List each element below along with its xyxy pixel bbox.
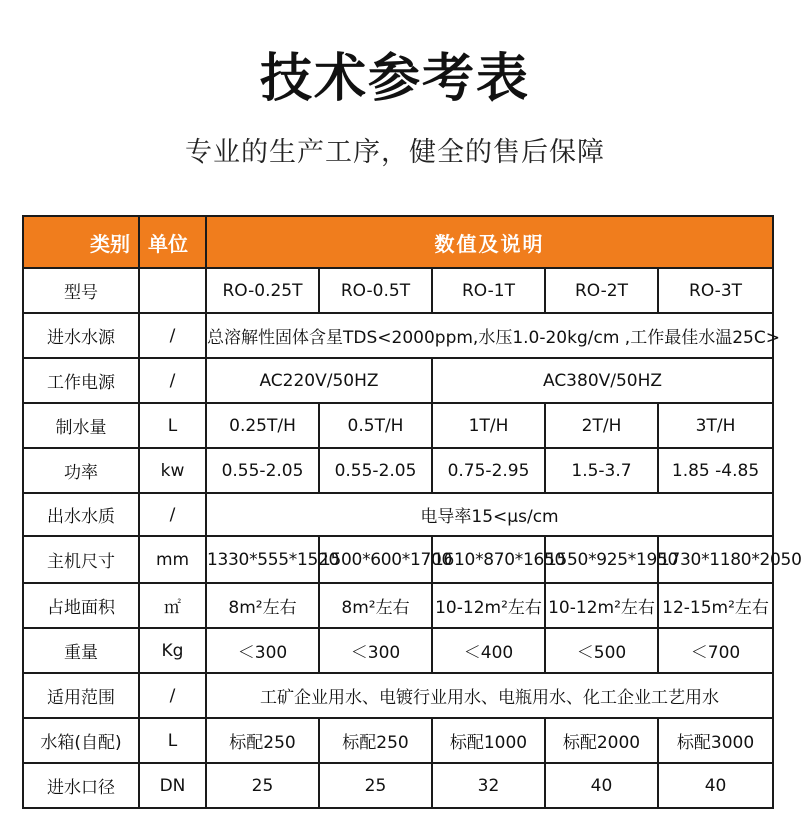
table-cell: 标配3000 [658,718,773,763]
table-cell: 2T/H [545,403,658,448]
table-cell: 10-12m²左右 [432,583,545,628]
table-cell: 25 [319,763,432,808]
table-cell: 1550*925*1950 [545,536,658,583]
table-cell: 1730*1180*2050 [658,536,773,583]
table-cell: 总溶解性固体含星TDS<2000ppm,水压1.0-20kg/cm ,工作最佳水温25C> [206,313,773,358]
page-title: 技术参考表 [259,49,530,109]
table-cell: 12-15m²左右 [658,583,773,628]
row-label: 型号 [23,268,139,313]
table-cell: ＜300 [206,628,319,673]
table-cell: 1330*555*1520 [206,536,319,583]
row-label: 制水量 [23,403,139,448]
table-row-water-quality [23,493,773,536]
table-row-water-source [23,313,773,358]
table-cell: 工矿企业用水、电镀行业用水、电瓶用水、化工企业工艺用水 [206,673,773,718]
row-label: 重量 [23,628,139,673]
table-cell: ＜700 [658,628,773,673]
table-cell: 1.85 -4.85 [658,448,773,493]
table-cell: AC220V/50HZ [206,358,432,403]
table-cell: 1.5-3.7 [545,448,658,493]
table-cell: 标配250 [206,718,319,763]
table-cell: 0.25T/H [206,403,319,448]
row-label: 适用范围 [23,673,139,718]
header-category: 类别 [23,216,139,268]
row-unit: mm [139,536,206,583]
table-cell: 标配250 [319,718,432,763]
table-row-floor-area [23,583,773,628]
row-label: 水箱(自配) [23,718,139,763]
table-cell: 标配1000 [432,718,545,763]
table-cell: 电导率15<μs/cm [206,493,773,536]
table-row-power [23,448,773,493]
table-cell: AC380V/50HZ [432,358,773,403]
table-cell: 0.5T/H [319,403,432,448]
table-cell: RO-0.25T [206,268,319,313]
table-cell: RO-0.5T [319,268,432,313]
row-unit: / [139,673,206,718]
row-unit: ㎡ [139,583,206,628]
table-cell: 0.55-2.05 [206,448,319,493]
table-cell: ＜300 [319,628,432,673]
table-cell: 32 [432,763,545,808]
row-label: 进水水源 [23,313,139,358]
table-row-water-output [23,403,773,448]
table-cell: 0.55-2.05 [319,448,432,493]
table-cell: 8m²左右 [206,583,319,628]
table-row-tank [23,718,773,763]
table-cell: 标配2000 [545,718,658,763]
table-cell: 3T/H [658,403,773,448]
table-cell: 40 [658,763,773,808]
row-unit: / [139,493,206,536]
table-row-weight [23,628,773,673]
table-cell: 0.75-2.95 [432,448,545,493]
table-row-application [23,673,773,718]
table-cell: ＜400 [432,628,545,673]
header-description: 数值及说明 [206,216,773,268]
table-row-power-supply [23,358,773,403]
table-cell: 10-12m²左右 [545,583,658,628]
row-unit: DN [139,763,206,808]
row-unit: / [139,358,206,403]
spec-table [22,215,802,809]
row-unit: / [139,313,206,358]
row-label: 主机尺寸 [23,536,139,583]
table-cell: 1610*870*1650 [432,536,545,583]
table-cell: 40 [545,763,658,808]
row-unit: L [139,718,206,763]
row-label: 工作电源 [23,358,139,403]
table-header-row [23,216,773,268]
table-cell: RO-3T [658,268,773,313]
row-unit: L [139,403,206,448]
table-cell: 8m²左右 [319,583,432,628]
header-unit: 单位 [139,216,206,268]
row-label: 占地面积 [23,583,139,628]
table-cell: 1500*600*1700 [319,536,432,583]
row-label: 功率 [23,448,139,493]
table-row-dimensions [23,536,773,583]
table-cell: RO-1T [432,268,545,313]
table-row-model [23,268,773,313]
table-row-inlet [23,763,773,808]
row-unit: Kg [139,628,206,673]
table-cell: 1T/H [432,403,545,448]
table-cell: 25 [206,763,319,808]
row-unit: kw [139,448,206,493]
row-unit [139,268,206,313]
row-label: 出水水质 [23,493,139,536]
page-subtitle: 专业的生产工序，健全的售后保障 [185,137,605,168]
row-label: 进水口径 [23,763,139,808]
table-cell: ＜500 [545,628,658,673]
table-cell: RO-2T [545,268,658,313]
